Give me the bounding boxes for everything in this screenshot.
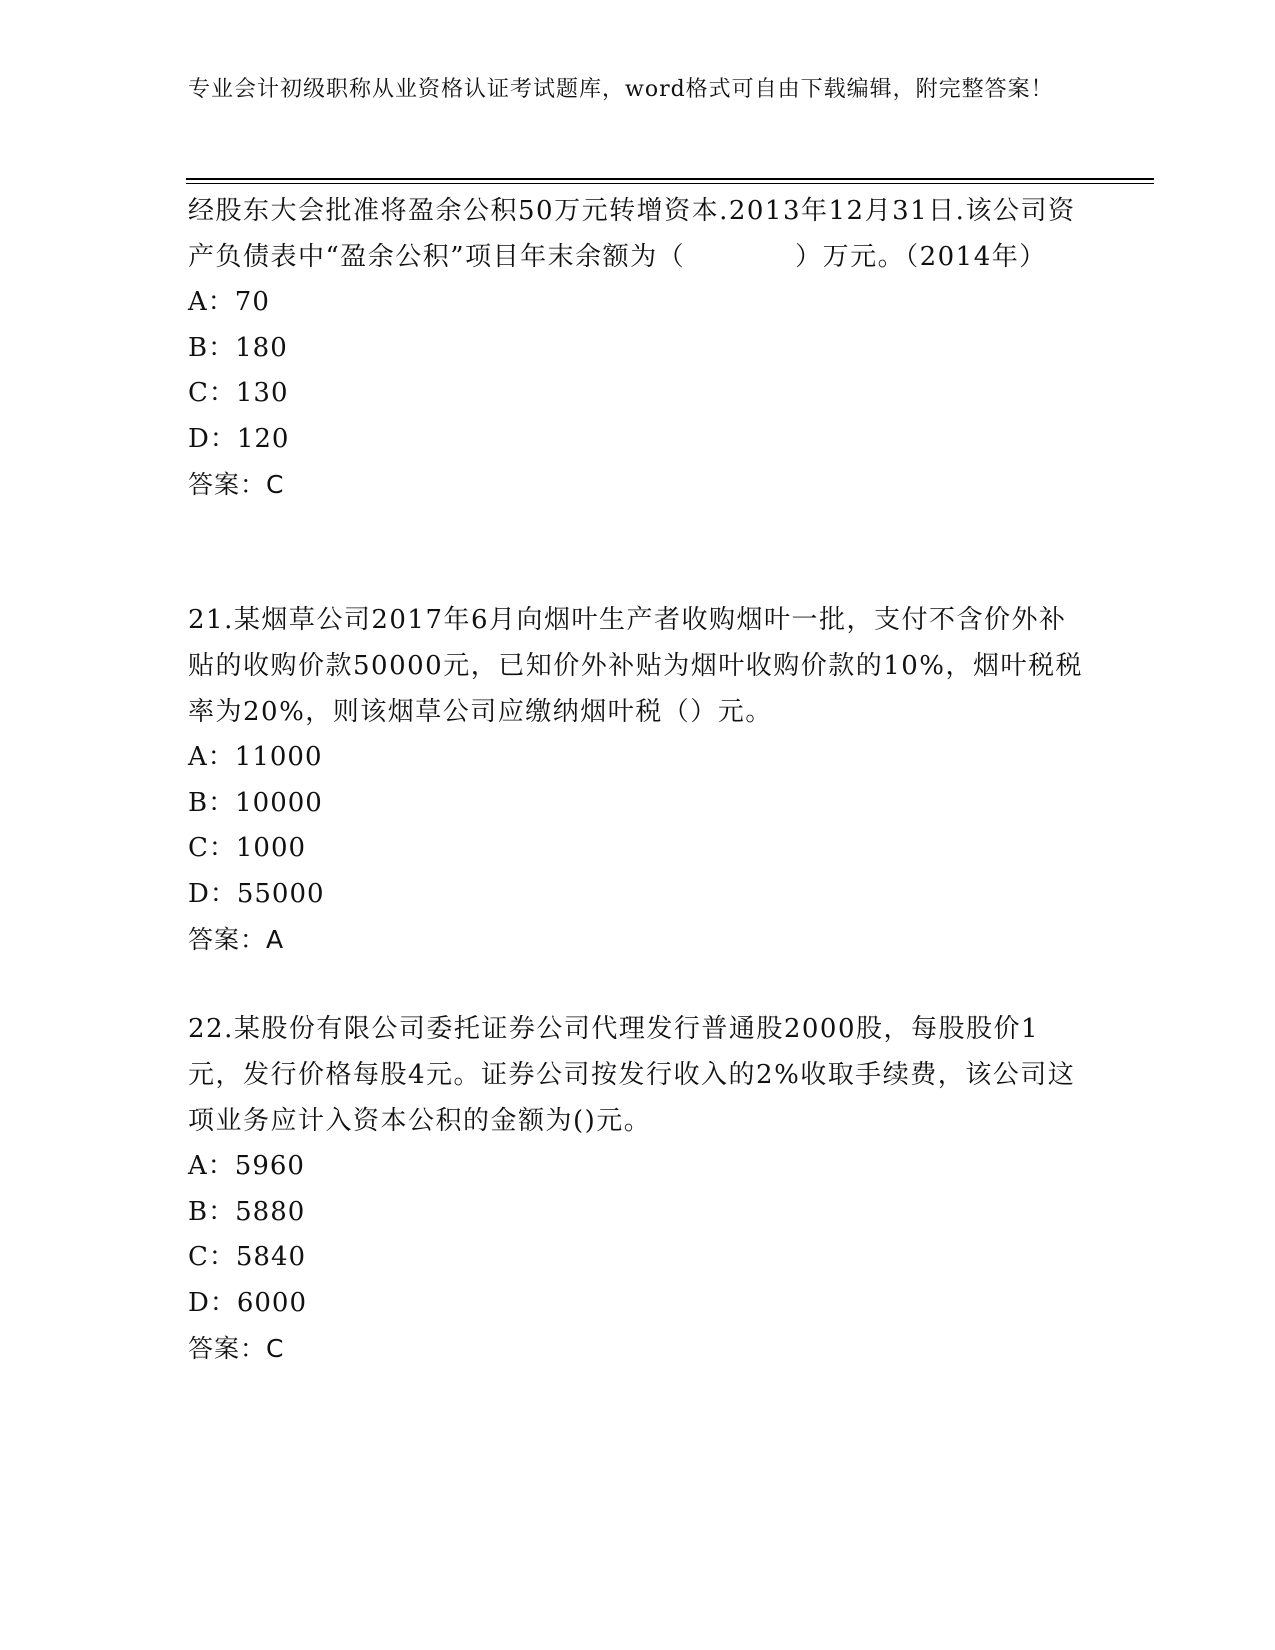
option-d: D：120: [188, 423, 290, 454]
option-d: D：6000: [188, 1287, 308, 1318]
answer-label: 答案：C: [188, 470, 285, 499]
answer-label: 答案：A: [188, 925, 285, 954]
option-a: A：5960: [188, 1151, 305, 1181]
page-header: 专业会计初级职称从业资格认证考试题库，word格式可自由下载编辑，附完整答案！: [188, 77, 1054, 102]
option-b: B：5880: [188, 1196, 306, 1227]
question-stem: 21.某烟草公司2017年6月向烟叶生产者收购烟叶一批，支付不含价外补贴的收购价款50000元，已知价外补贴为烟叶收购价款的10%，烟叶税税率为20%，则该烟草公司应缴纳烟叶税（）元。: [188, 605, 1083, 727]
question-stem: 22.某股份有限公司委托证券公司代理发行普通股2000股，每股股价1元，发行价格每股4元。证券公司按发行收入的2%收取手续费，该公司这项业务应计入资本公积的金额为()元。: [188, 1014, 1076, 1136]
header-divider-thick: [186, 178, 1154, 180]
question-stem: 经股东大会批准将盈余公积50万元转增资本.2013年12月31日.该公司资产负债表中“盈余公积”项目年末余额为（ ）万元。（2014年）: [188, 196, 1076, 272]
option-c: C：1000: [188, 833, 307, 863]
answer-label: 答案：C: [188, 1334, 285, 1363]
option-c: C：5840: [188, 1242, 307, 1272]
option-b: B：10000: [188, 787, 323, 818]
question-block: [188, 188, 1088, 508]
question-block: [188, 597, 1088, 963]
question-block: [188, 1006, 1088, 1372]
option-c: C：130: [188, 378, 289, 408]
option-a: A：11000: [188, 742, 323, 772]
option-d: D：55000: [188, 878, 325, 909]
option-a: A：70: [188, 287, 270, 317]
header-divider-thin: [186, 183, 1154, 184]
option-b: B：180: [188, 332, 288, 363]
